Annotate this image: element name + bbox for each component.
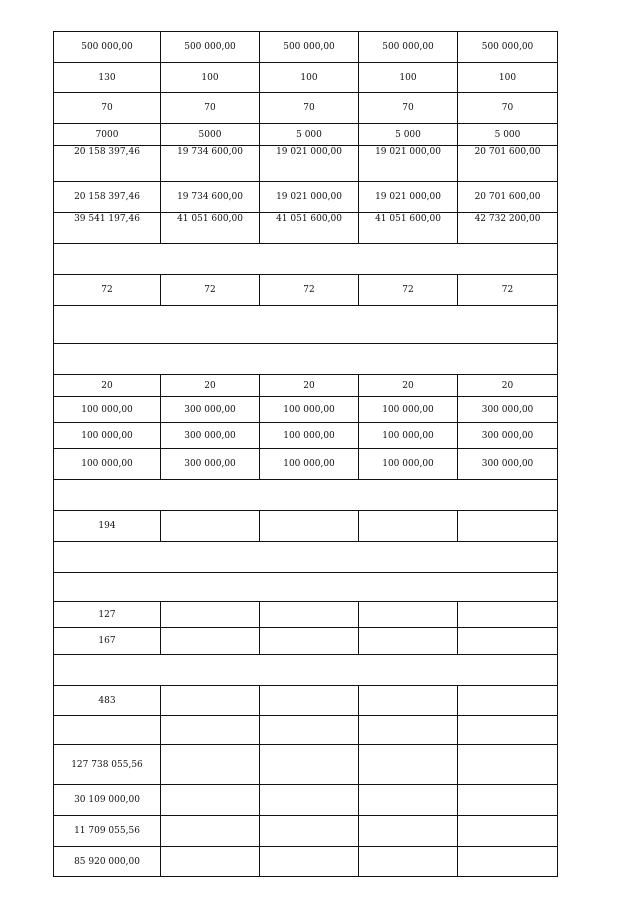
table-row [54, 602, 558, 628]
table-cell [161, 686, 260, 716]
table-cell: 100 [161, 63, 260, 93]
table-cell: 300 000,00 [458, 449, 558, 480]
table-row [54, 716, 558, 745]
table-cell [161, 745, 260, 785]
table-cell [161, 716, 260, 745]
table-cell: 72 [359, 275, 458, 306]
table-cell: 500 000,00 [161, 32, 260, 63]
table-cell: 20 [260, 375, 359, 397]
table-cell [458, 816, 558, 847]
table-cell [458, 511, 558, 542]
table-cell: 19 021 000,00 [260, 182, 359, 213]
table-cell: 20 701 600,00 [458, 146, 558, 182]
table-cell: 70 [54, 93, 161, 124]
table-cell: 127 [54, 602, 161, 628]
table-row [54, 686, 558, 716]
section-cell [54, 480, 558, 511]
table-cell [359, 745, 458, 785]
table-cell: 20 [54, 375, 161, 397]
table-cell [260, 847, 359, 877]
table-cell: 300 000,00 [161, 397, 260, 423]
table-cell: 100 000,00 [54, 449, 161, 480]
table-section-row [54, 244, 558, 275]
section-cell [54, 306, 558, 344]
table-cell: 7000 [54, 124, 161, 146]
table-section-row [54, 573, 558, 602]
table-cell [359, 628, 458, 655]
table-cell [359, 686, 458, 716]
table-cell: 20 [359, 375, 458, 397]
table-row [54, 449, 558, 480]
table-cell: 500 000,00 [359, 32, 458, 63]
table-cell [458, 785, 558, 816]
table-cell [359, 716, 458, 745]
table-cell: 41 051 600,00 [161, 213, 260, 244]
table-cell [161, 511, 260, 542]
table-cell: 30 109 000,00 [54, 785, 161, 816]
table-cell: 39 541 197,46 [54, 213, 161, 244]
table-cell: 20 701 600,00 [458, 182, 558, 213]
table-cell: 100 000,00 [359, 449, 458, 480]
table-cell: 20 [458, 375, 558, 397]
table-cell: 70 [359, 93, 458, 124]
table-row [54, 93, 558, 124]
table-cell: 100 [359, 63, 458, 93]
table-cell: 300 000,00 [458, 397, 558, 423]
table-cell: 100 000,00 [54, 423, 161, 449]
table-cell: 300 000,00 [161, 449, 260, 480]
table-cell [260, 602, 359, 628]
table-section-row [54, 306, 558, 344]
table-cell: 500 000,00 [458, 32, 558, 63]
section-cell [54, 344, 558, 375]
table-cell [359, 511, 458, 542]
table-row [54, 628, 558, 655]
table-cell: 42 732 200,00 [458, 213, 558, 244]
table-cell: 11 709 055,56 [54, 816, 161, 847]
table-cell: 5 000 [458, 124, 558, 146]
table-cell: 100 000,00 [359, 397, 458, 423]
table-cell: 41 051 600,00 [260, 213, 359, 244]
table-cell: 70 [458, 93, 558, 124]
table-cell [260, 628, 359, 655]
table-cell [260, 785, 359, 816]
table-cell [458, 847, 558, 877]
table-cell [359, 816, 458, 847]
table-section-row [54, 480, 558, 511]
table-cell: 194 [54, 511, 161, 542]
table-cell [359, 847, 458, 877]
table-cell: 20 158 397,46 [54, 182, 161, 213]
table-cell: 19 021 000,00 [260, 146, 359, 182]
table-row [54, 63, 558, 93]
table-cell [458, 602, 558, 628]
table-cell: 19 734 600,00 [161, 146, 260, 182]
table-section-row [54, 655, 558, 686]
table-row [54, 397, 558, 423]
table-cell: 130 [54, 63, 161, 93]
table-body [54, 32, 558, 877]
table-cell: 100 [458, 63, 558, 93]
table-cell [260, 816, 359, 847]
table-row [54, 375, 558, 397]
table-cell: 167 [54, 628, 161, 655]
table-cell: 127 738 055,56 [54, 745, 161, 785]
table-cell [260, 511, 359, 542]
table-cell: 20 158 397,46 [54, 146, 161, 182]
table-cell: 19 021 000,00 [359, 146, 458, 182]
table-row [54, 423, 558, 449]
table-row [54, 275, 558, 306]
table-cell [161, 602, 260, 628]
table-cell [161, 628, 260, 655]
table-row [54, 213, 558, 244]
table-cell: 19 734 600,00 [161, 182, 260, 213]
section-cell [54, 655, 558, 686]
table-cell: 500 000,00 [260, 32, 359, 63]
table-cell: 70 [260, 93, 359, 124]
table-cell [458, 686, 558, 716]
section-cell [54, 573, 558, 602]
table-cell [359, 602, 458, 628]
table-cell: 20 [161, 375, 260, 397]
table-row [54, 745, 558, 785]
table-cell: 72 [54, 275, 161, 306]
table-section-row [54, 542, 558, 573]
table-cell [458, 745, 558, 785]
table-cell [260, 716, 359, 745]
section-cell [54, 244, 558, 275]
table-cell: 5 000 [260, 124, 359, 146]
table-cell: 483 [54, 686, 161, 716]
data-table [53, 31, 558, 877]
table-cell: 100 000,00 [260, 397, 359, 423]
table-cell: 41 051 600,00 [359, 213, 458, 244]
table-cell: 70 [161, 93, 260, 124]
table-row [54, 32, 558, 63]
table-cell: 85 920 000,00 [54, 847, 161, 877]
table-cell: 500 000,00 [54, 32, 161, 63]
table-cell: 300 000,00 [458, 423, 558, 449]
table-cell [458, 716, 558, 745]
table-cell: 5 000 [359, 124, 458, 146]
table-cell: 72 [458, 275, 558, 306]
table-cell [260, 745, 359, 785]
table-cell: 72 [161, 275, 260, 306]
table-cell: 100 000,00 [260, 449, 359, 480]
table-cell: 72 [260, 275, 359, 306]
table-cell [458, 628, 558, 655]
table-row [54, 816, 558, 847]
table-row [54, 847, 558, 877]
table-cell [54, 716, 161, 745]
table-cell [161, 816, 260, 847]
table-row [54, 182, 558, 213]
table-row [54, 146, 558, 182]
table-cell [260, 686, 359, 716]
table-cell: 100 000,00 [260, 423, 359, 449]
table-cell: 19 021 000,00 [359, 182, 458, 213]
table-cell: 100 000,00 [54, 397, 161, 423]
section-cell [54, 542, 558, 573]
table-section-row [54, 344, 558, 375]
table-cell: 100 [260, 63, 359, 93]
table-row [54, 124, 558, 146]
table-cell: 5000 [161, 124, 260, 146]
table-cell [161, 847, 260, 877]
table-cell: 100 000,00 [359, 423, 458, 449]
table-row [54, 785, 558, 816]
table-cell [161, 785, 260, 816]
table-row [54, 511, 558, 542]
table-cell [359, 785, 458, 816]
table-cell: 300 000,00 [161, 423, 260, 449]
